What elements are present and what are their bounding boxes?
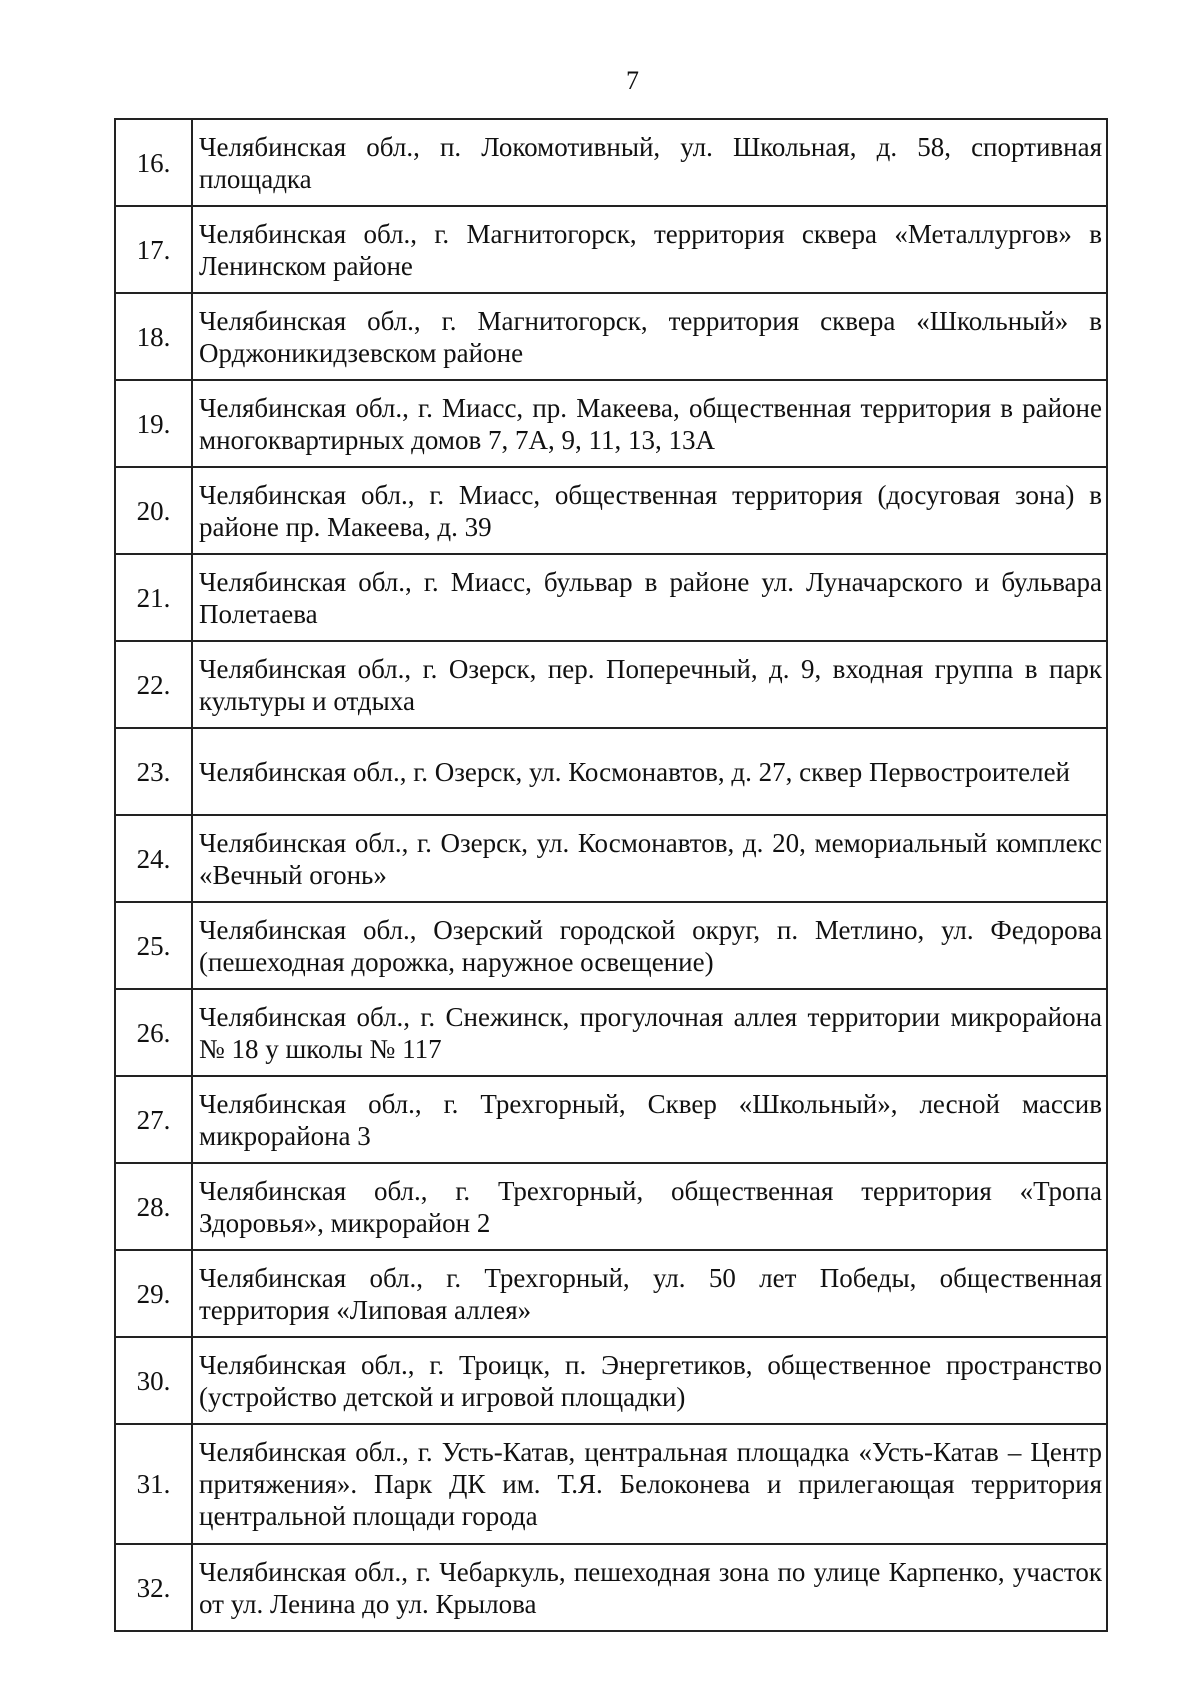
table-row	[115, 1424, 1107, 1544]
table-row	[115, 1076, 1107, 1163]
table-row	[115, 1163, 1107, 1250]
row-address: Челябинская обл., г. Миасс, общественная территория (досуговая зона) в районе пр. Макеева, д. 39	[192, 467, 1107, 554]
row-number: 31.	[115, 1424, 192, 1544]
row-address: Челябинская обл., г. Трехгорный, ул. 50 лет Победы, общественная территория «Липовая аллея»	[192, 1250, 1107, 1337]
table-row	[115, 989, 1107, 1076]
row-number: 23.	[115, 728, 192, 815]
row-address: Челябинская обл., г. Миасс, бульвар в районе ул. Луначарского и бульвара Полетаева	[192, 554, 1107, 641]
table-row	[115, 206, 1107, 293]
row-number: 27.	[115, 1076, 192, 1163]
row-address: Челябинская обл., Озерский городской округ, п. Метлино, ул. Федорова (пешеходная дорожка, наружное освещение)	[192, 902, 1107, 989]
row-address: Челябинская обл., г. Магнитогорск, территория сквера «Школьный» в Орджоникидзевском районе	[192, 293, 1107, 380]
row-number: 30.	[115, 1337, 192, 1424]
row-address: Челябинская обл., п. Локомотивный, ул. Школьная, д. 58, спортивная площадка	[192, 119, 1107, 206]
table-row	[115, 380, 1107, 467]
row-number: 20.	[115, 467, 192, 554]
row-address: Челябинская обл., г. Миасс, пр. Макеева, общественная территория в районе многоквартирных домов 7, 7А, 9, 11, 13, 13А	[192, 380, 1107, 467]
table-row	[115, 728, 1107, 815]
table-row	[115, 467, 1107, 554]
row-address: Челябинская обл., г. Озерск, ул. Космонавтов, д. 27, сквер Первостроителей	[192, 728, 1107, 815]
row-address: Челябинская обл., г. Усть-Катав, центральная площадка «Усть-Катав – Центр притяжения». Парк ДК им. Т.Я. Белоконева и прилегающая территория центральной площади города	[192, 1424, 1107, 1544]
table-row	[115, 293, 1107, 380]
row-number: 18.	[115, 293, 192, 380]
page-number: 7	[626, 66, 639, 95]
row-number: 22.	[115, 641, 192, 728]
row-address: Челябинская обл., г. Трехгорный, Сквер «Школьный», лесной массив микрорайона 3	[192, 1076, 1107, 1163]
table-row	[115, 902, 1107, 989]
table-row	[115, 1250, 1107, 1337]
row-number: 19.	[115, 380, 192, 467]
table-row	[115, 1544, 1107, 1631]
row-number: 26.	[115, 989, 192, 1076]
row-number: 16.	[115, 119, 192, 206]
row-address: Челябинская обл., г. Магнитогорск, территория сквера «Металлургов» в Ленинском районе	[192, 206, 1107, 293]
row-number: 21.	[115, 554, 192, 641]
row-number: 17.	[115, 206, 192, 293]
row-address: Челябинская обл., г. Троицк, п. Энергетиков, общественное пространство (устройство детской и игровой площадки)	[192, 1337, 1107, 1424]
table-row	[115, 815, 1107, 902]
row-number: 24.	[115, 815, 192, 902]
row-address: Челябинская обл., г. Трехгорный, общественная территория «Тропа Здоровья», микрорайон 2	[192, 1163, 1107, 1250]
row-address: Челябинская обл., г. Чебаркуль, пешеходная зона по улице Карпенко, участок от ул. Ленина до ул. Крылова	[192, 1544, 1107, 1631]
table-row	[115, 119, 1107, 206]
row-address: Челябинская обл., г. Озерск, пер. Поперечный, д. 9, входная группа в парк культуры и отдыха	[192, 641, 1107, 728]
row-number: 32.	[115, 1544, 192, 1631]
table-row	[115, 554, 1107, 641]
row-address: Челябинская обл., г. Снежинск, прогулочная аллея территории микрорайона № 18 у школы № 117	[192, 989, 1107, 1076]
row-address: Челябинская обл., г. Озерск, ул. Космонавтов, д. 20, мемориальный комплекс «Вечный огонь»	[192, 815, 1107, 902]
table-row	[115, 1337, 1107, 1424]
row-number: 28.	[115, 1163, 192, 1250]
row-number: 29.	[115, 1250, 192, 1337]
row-number: 25.	[115, 902, 192, 989]
addresses-table	[114, 118, 1108, 1632]
table-row	[115, 641, 1107, 728]
